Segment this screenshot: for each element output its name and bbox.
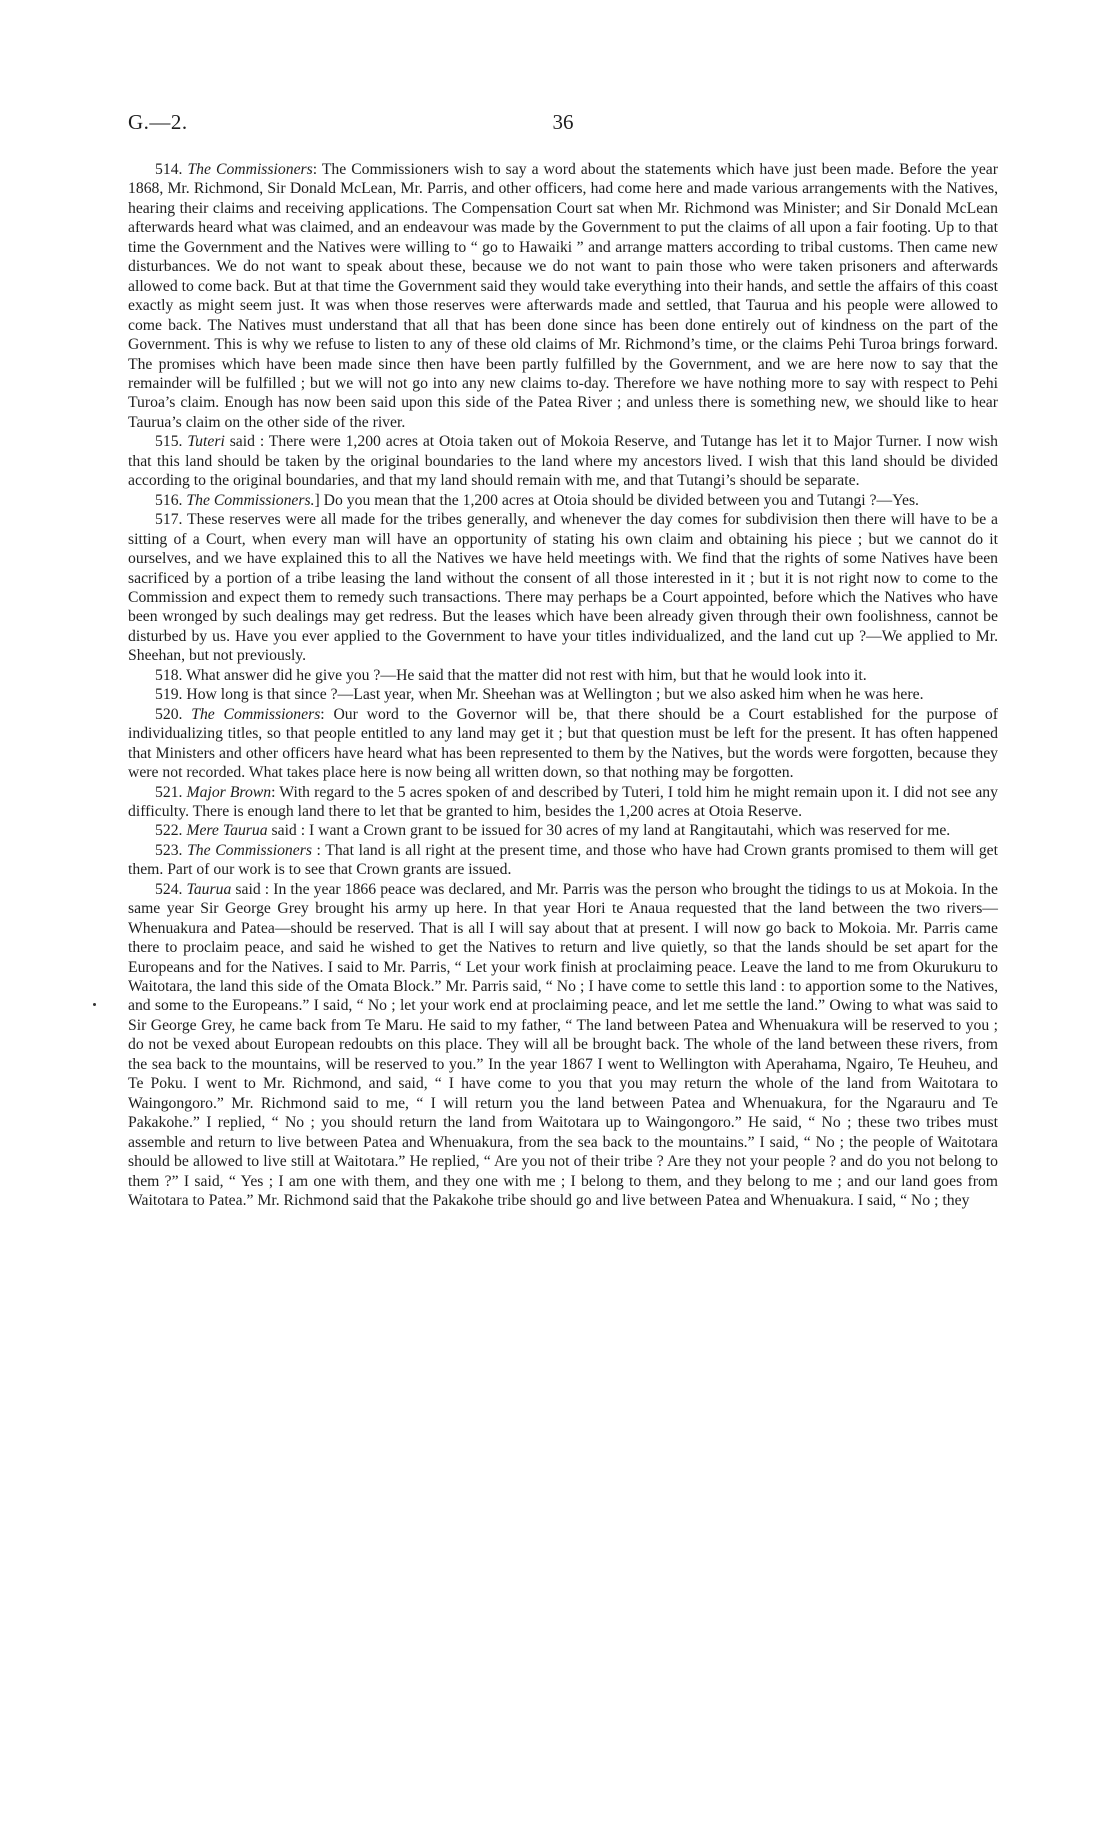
paragraph-text: What answer did he give you ?—He said that the matter did not rest with him, but that he would look into it. — [186, 666, 867, 684]
paragraph-number: 517. — [155, 511, 183, 529]
paragraph-514 — [128, 160, 998, 432]
speaker: Tuteri — [187, 433, 225, 451]
paragraph-518 — [128, 666, 998, 685]
speaker: Mere Taurua — [186, 822, 268, 840]
paragraph-521 — [128, 783, 998, 822]
paragraph-523 — [128, 841, 998, 880]
speaker-separator: : — [271, 783, 280, 801]
paragraph-text: The Commissioners wish to say a word about the statements which have just been made. Before the year 1868, Mr. Richmond, Sir Donald McLean, Mr. Parris, and other officers, had come here and made various arrangements with the Natives, hearing their claims and receiving applications. The Compensation Court sat when Mr. Richmond was Minister; and Sir Donald McLean afterwards heard what was claimed, and an endeavour was made by the Government to put the claims of all upon a fair footing. Up to that time the Government and the Natives were willing to “ go to Hawaiki ” and arrange matters according to tribal customs. Then came new disturbances. We do not want to speak about these, because we do not want to pain those who were taken prisoners and afterwards allowed to come back. But at that time the Government said they would take everything into their hands, and settle the affairs of this coast exactly as might seem just. It was when those reserves were afterwards made and settled, that Taurua and his people were allowed to come back. The Natives must understand that all that has been done since has been done entirely out of kindness on the part of the Government. This is why we refuse to listen to any of these old claims of Mr. Richmond’s time, or the claims Pehi Turoa brings forward. The promises which have been made since then have been partly fulfilled by the Government, and we are here now to say that the remainder will be fulfilled ; but we will not go into any new claims to-day. Therefore we have nothing more to say with respect to Pehi Turoa’s claim. Enough has now been said upon this side of the Patea River ; and unless there is something new, we should like to hear Taurua’s claim on the other side of the river. — [128, 161, 998, 431]
paragraph-text: There were 1,200 acres at Otoia taken out of Mokoia Reserve, and Tutange has let it to Major Turner. I now wish that this land should be taken by the original boundaries to the land where my ancestors lived. I wish that this land should be divided according to the original boundaries, and that my land should remain with me, and that Tutangi’s should be separate. — [128, 433, 998, 490]
paragraph-number: 518. — [155, 666, 183, 684]
document-reference: G.—2. — [128, 110, 188, 134]
paragraph-number: 519. — [155, 686, 183, 704]
paragraph-number: 520. — [155, 705, 183, 723]
margin-mark — [93, 1003, 96, 1006]
paragraph-519 — [128, 685, 998, 704]
paragraph-520 — [128, 705, 998, 783]
speaker: The Commissioners — [187, 841, 312, 859]
paragraph-515 — [128, 432, 998, 490]
paragraph-number: 515. — [155, 433, 183, 451]
paragraph-number: 516. — [155, 491, 183, 509]
speaker-separator: : — [311, 841, 326, 859]
paragraph-522 — [128, 821, 998, 840]
paragraph-text: How long is that since ?—Last year, when Mr. Sheehan was at Wellington ; but we also asked him when he was here. — [186, 686, 924, 704]
paragraph-text: That land is all right at the present time, and those who have had Crown grants promised to them will get them. Part of our work is to see that Crown grants are issued. — [128, 841, 998, 879]
paragraph-number: 514. — [155, 161, 183, 178]
paragraph-524 — [128, 880, 998, 1211]
speaker-separator: : — [312, 161, 322, 178]
document-body — [128, 160, 998, 1210]
paragraph-text: I want a Crown grant to be issued for 30 acres of my land at Rangitautahi, which was reserved for me. — [308, 822, 951, 840]
paragraph-number: 522. — [155, 822, 183, 840]
paragraph-number: 521. — [155, 783, 183, 801]
speaker: Taurua — [186, 880, 232, 898]
speaker-separator: said : — [267, 822, 309, 840]
speaker: The Commissioners — [187, 161, 313, 178]
speaker-separator: ] — [314, 491, 324, 509]
speaker: The Commissioners. — [186, 491, 315, 509]
paragraph-number: 524. — [155, 880, 183, 898]
paragraph-text: In the year 1866 peace was declared, and Mr. Parris was the person who brought the tidings to us at Mokoia. In the same year Sir George Grey brought his army up here. In that year Hori te Anaua requested that the land between the two rivers—Whenuakura and Patea—should be reserved. That is all I will say about that at present. I will now go back to Mokoia. Mr. Parris came there to proclaim peace, and said he wished to get the Natives to return and live quietly, so that the lands should be set apart for the Europeans and for the Natives. I said to Mr. Parris, “ Let your work finish at proclaiming peace. Leave the land to me from Okurukuru to Waitotara, the land this side of the Omata Block.” Mr. Parris said, “ No ; I have come to settle this land : to apportion some to the Natives, and some to the Europeans.” I said, “ No ; let your work end at proclaiming peace, and let me settle the land.” Owing to what was said to Sir George Grey, he came back from Te Maru. He said to my father, “ The land between Patea and Whenuakura will be reserved to you ; do not be vexed about European redoubts on this place. They will all be brought back. The whole of the land between these rivers, from the sea back to the mountains, will be reserved to you.” In the year 1867 I went to Wellington with Aperahama, Ngairo, Te Heuheu, and Te Poku. I went to Mr. Richmond, and said, “ I have come to you that you may return the whole of the land from Waitotara to Waingongoro.” Mr. Richmond said to me, “ I will return you the land between Patea and Whenuakura, for the Ngarauru and Te Pakakohe.” I replied, “ No ; you should return the land from Waitotara up to Waingongoro.” He said, “ No ; these two tribes must assemble and return to live between Patea and Whenuakura, from the sea back to the mountains.” I said, “ No ; the people of Waitotara should be allowed to live still at Waitotara.” He replied, “ Are you not of their tribe ? Are they not your people ? and do you not belong to them ?” I said, “ Yes ; I am one with them, and they one with me ; I belong to them, and they belong to me ; and our land goes from Waitotara to Patea.” Mr. Richmond said that the Pakakohe tribe should go and live between Patea and Whenuakura. I said, “ No ; they — [128, 880, 998, 1210]
paragraph-517 — [128, 510, 998, 666]
paragraph-text: With regard to the 5 acres spoken of and described by Tuteri, I told him he might remain upon it. I did not see any difficulty. There is enough land there to let that be granted to him, besides the 1,200 acres at Otoia Reserve. — [128, 783, 998, 820]
paragraph-516 — [128, 491, 998, 510]
speaker: Major Brown — [186, 783, 272, 801]
speaker-separator: : — [320, 705, 334, 723]
page-header — [128, 110, 998, 138]
speaker-separator: said : — [224, 433, 269, 451]
speaker: The Commissioners — [191, 705, 321, 723]
paragraph-text: Do you mean that the 1,200 acres at Otoia should be divided between you and Tutangi ?—Yes. — [323, 491, 919, 509]
paragraph-text: These reserves were all made for the tribes generally, and whenever the day comes for subdivision then there will have to be a sitting of a Court, when every man will have an opportunity of stating his own claim and obtaining his piece ; but we cannot do it ourselves, and we have explained this to all the Natives we have held meetings with. We find that the rights of some Natives have been sacrificed by a portion of a tribe leasing the land without the consent of all those interested in it ; but it is not right now to come to the Commission and expect them to remedy such transactions. There may perhaps be a Court appointed, before which the Natives who have been wronged by such dealings may get redress. But the leases which have been already given through their own foolishness, cannot be disturbed by us. Have you ever applied to the Government to have your titles individualized, and the land cut up ?—We applied to Mr. Sheehan, but not previously. — [128, 511, 999, 665]
paragraph-number: 523. — [155, 841, 183, 859]
speaker-separator: said : — [231, 880, 274, 898]
page-number: 36 — [552, 110, 574, 134]
paragraph-text: Our word to the Governor will be, that there should be a Court established for the purpose of individualizing titles, so that people entitled to any land may get it ; but that question must be left for the present. It has often happened that Ministers and other officers have heard what has been represented to them by the Natives, but the words were forgotten, because they were not recorded. What takes place here is now being all written down, so that nothing may be forgotten. — [128, 705, 998, 782]
